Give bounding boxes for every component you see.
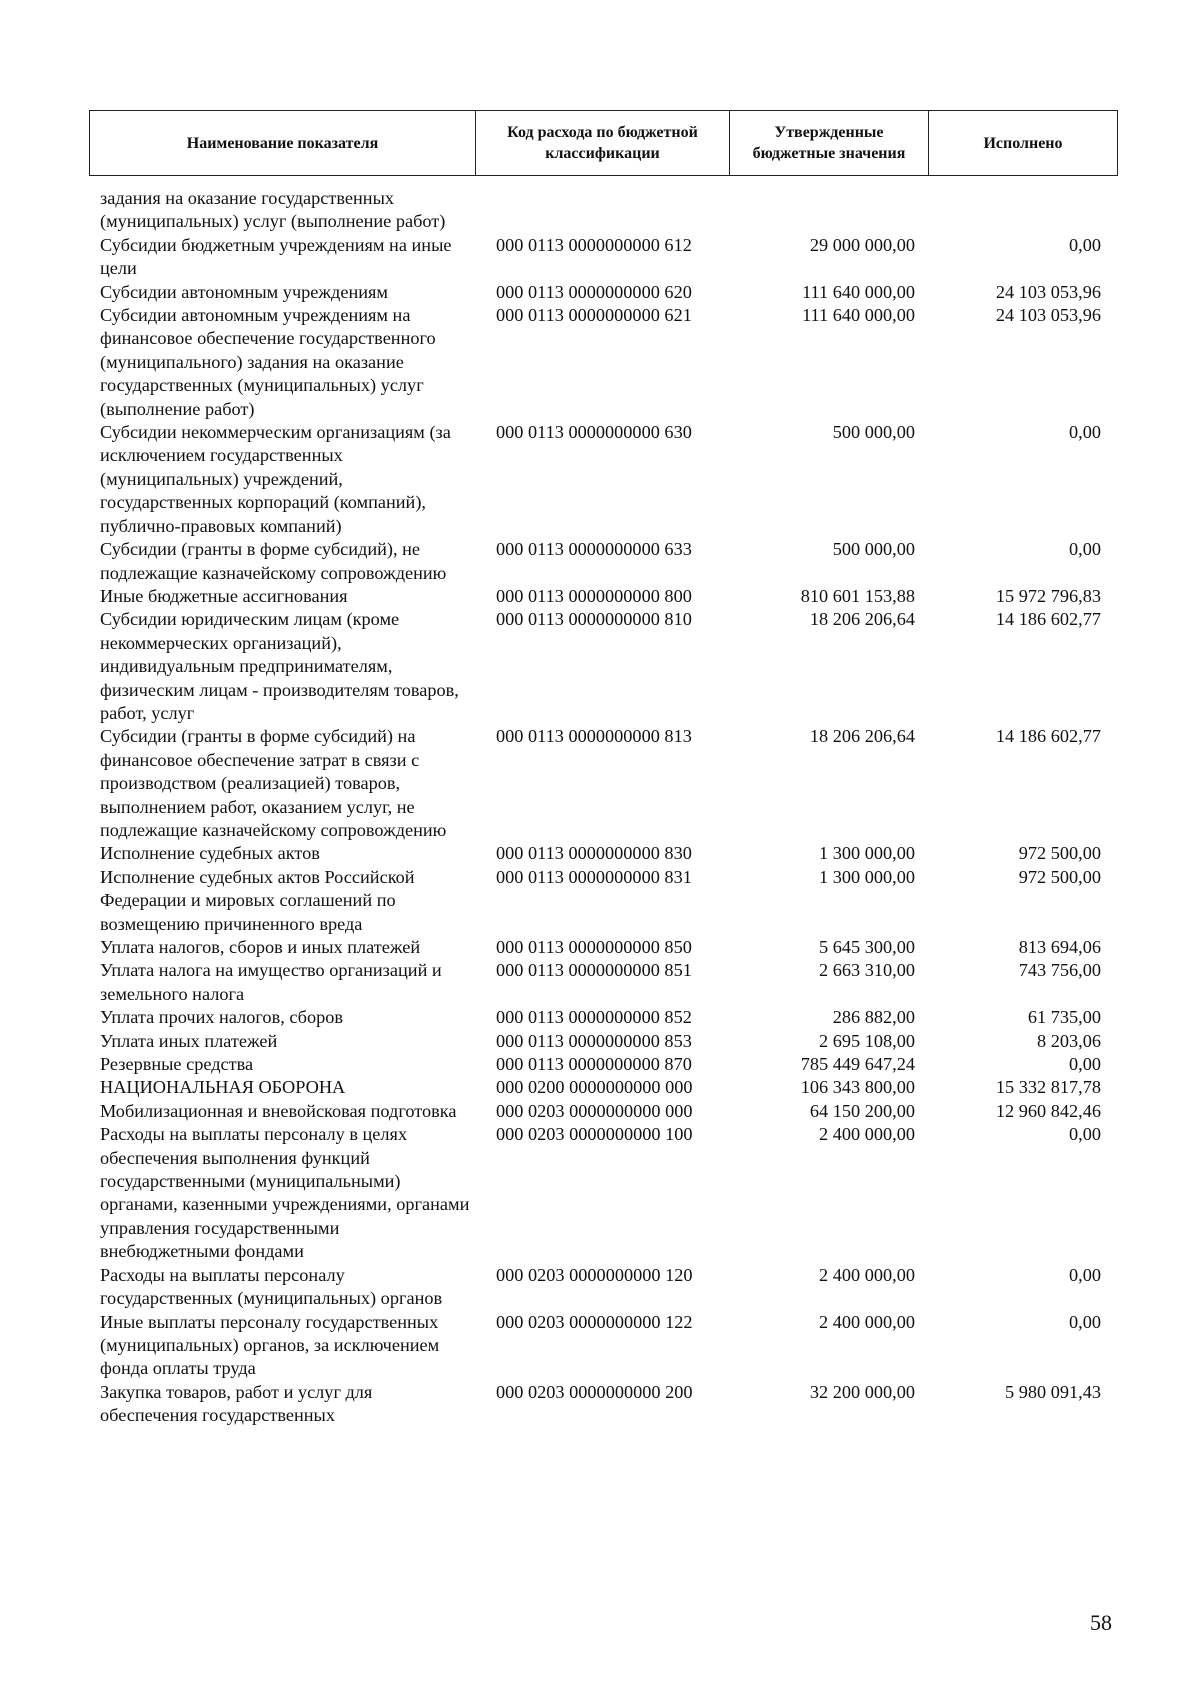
- row-code: 000 0203 0000000000 122: [496, 1311, 693, 1332]
- table-row: [100, 1053, 1115, 1076]
- row-executed-value: 0,00: [1069, 234, 1101, 255]
- table-row: [100, 304, 1115, 421]
- row-name: Иные бюджетные ассигнования: [100, 585, 348, 606]
- row-code: 000 0203 0000000000 120: [496, 1264, 693, 1285]
- row-executed-value: 972 500,00: [1018, 866, 1101, 887]
- row-code: 000 0113 0000000000 852: [496, 1007, 692, 1028]
- row-approved-value: 785 449 647,24: [800, 1054, 915, 1075]
- row-approved-value: 5 645 300,00: [819, 937, 915, 957]
- row-approved-value: 32 200 000,00: [809, 1381, 915, 1402]
- row-executed-value: 14 186 602,77: [995, 726, 1101, 747]
- row-name: Расходы на выплаты персоналу государственных (муниципальных) органов: [100, 1264, 443, 1309]
- table-row: [100, 1264, 1115, 1311]
- table-row: [100, 538, 1115, 585]
- row-executed-value: 15 332 817,78: [995, 1077, 1101, 1098]
- row-name: Уплата иных платежей: [100, 1030, 278, 1051]
- row-code: 000 0203 0000000000 000: [496, 1100, 693, 1121]
- row-code: 000 0203 0000000000 100: [496, 1124, 693, 1145]
- row-code: 000 0113 0000000000 850: [496, 937, 692, 957]
- row-name: задания на оказание государственных (муниципальных) услуг (выполнение работ): [100, 188, 446, 232]
- row-executed-value: 972 500,00: [1018, 843, 1101, 864]
- table-row: [100, 608, 1115, 725]
- header-indicator-name: Наименование показателя: [90, 111, 476, 176]
- row-approved-value: 111 640 000,00: [802, 281, 915, 302]
- row-executed-value: 24 103 053,96: [995, 305, 1101, 326]
- row-code: 000 0113 0000000000 853: [496, 1030, 692, 1051]
- row-code: 000 0113 0000000000 810: [496, 609, 692, 630]
- row-name: Закупка товаров, работ и услуг для обеспечения государственных: [100, 1381, 373, 1426]
- row-name: Субсидии бюджетным учреждениям на иные цели: [100, 234, 452, 279]
- table-header: [89, 110, 1118, 176]
- table-row: [100, 959, 1115, 1006]
- row-approved-value: 2 400 000,00: [819, 1311, 915, 1332]
- row-name: Субсидии некоммерческим организациям (за исключением государственных (муниципальных) учреждений, государственных корпораций (компаний), публично-правовых компаний): [100, 422, 451, 536]
- row-name: Субсидии автономным учреждениям на финансовое обеспечение государственного (муниципального) задания на оказание государственных (муниципальных) услуг (выполнение работ): [100, 305, 436, 419]
- header-approved-values: Утвержденные бюджетные значения: [730, 111, 929, 176]
- table-row: [100, 936, 1115, 959]
- row-code: 000 0113 0000000000 621: [496, 305, 692, 326]
- row-code: 000 0113 0000000000 870: [496, 1054, 692, 1075]
- table-row: [100, 725, 1115, 842]
- row-approved-value: 106 343 800,00: [800, 1077, 915, 1098]
- row-approved-value: 2 400 000,00: [819, 1124, 915, 1145]
- row-code: 000 0113 0000000000 633: [496, 539, 692, 560]
- row-name: Субсидии юридическим лицам (кроме некоммерческих организаций), индивидуальным предпринимателям, физическим лицам - производителям товаров, работ, услуг: [100, 609, 459, 723]
- table-row: [100, 585, 1115, 608]
- row-code: 000 0113 0000000000 831: [496, 866, 692, 887]
- row-approved-value: 2 695 108,00: [819, 1030, 915, 1051]
- row-approved-value: 2 663 310,00: [819, 960, 915, 981]
- row-name: Уплата налога на имущество организаций и земельного налога: [100, 960, 442, 1004]
- table-row: [100, 1100, 1115, 1123]
- row-name: Мобилизационная и вневойсковая подготовка: [100, 1100, 457, 1121]
- row-executed-value: 0,00: [1069, 1124, 1101, 1145]
- header-budget-code: Код расхода по бюджетной классификации: [476, 111, 730, 176]
- row-code: 000 0113 0000000000 630: [496, 422, 692, 443]
- row-name: Уплата прочих налогов, сборов: [100, 1007, 344, 1028]
- header-executed: Исполнено: [929, 111, 1118, 176]
- row-executed-value: 8 203,06: [1037, 1030, 1101, 1051]
- row-name: Субсидии автономным учреждениям: [100, 281, 388, 302]
- row-name: НАЦИОНАЛЬНАЯ ОБОРОНА: [100, 1077, 346, 1098]
- row-executed-value: 61 735,00: [1027, 1007, 1101, 1028]
- table-body: [100, 187, 1115, 1428]
- row-approved-value: 111 640 000,00: [802, 305, 915, 326]
- row-name: Субсидии (гранты в форме субсидий), не подлежащие казначейскому сопровождению: [100, 539, 447, 583]
- row-code: 000 0113 0000000000 851: [496, 960, 692, 981]
- row-name: Резервные средства: [100, 1054, 254, 1075]
- row-name: Субсидии (гранты в форме субсидий) на финансовое обеспечение затрат в связи с производством (реализацией) товаров, выполнением работ, оказанием услуг, не подлежащие казначейскому сопровождению: [100, 726, 447, 840]
- row-code: 000 0203 0000000000 200: [496, 1381, 693, 1402]
- table-row: [100, 842, 1115, 865]
- row-approved-value: 500 000,00: [832, 422, 915, 443]
- table-row: [100, 234, 1115, 281]
- row-code: 000 0113 0000000000 813: [496, 726, 692, 747]
- row-executed-value: 743 756,00: [1018, 960, 1101, 981]
- row-executed-value: 5 980 091,43: [1005, 1381, 1101, 1402]
- row-code: 000 0113 0000000000 612: [496, 234, 692, 255]
- row-approved-value: 64 150 200,00: [809, 1100, 915, 1121]
- table-row: [100, 1076, 1115, 1099]
- row-approved-value: 18 206 206,64: [809, 609, 915, 630]
- table-row: [100, 1006, 1115, 1029]
- row-executed-value: 24 103 053,96: [995, 281, 1101, 302]
- row-executed-value: 14 186 602,77: [995, 609, 1101, 630]
- row-executed-value: 0,00: [1069, 1054, 1101, 1075]
- row-executed-value: 0,00: [1069, 1264, 1101, 1285]
- row-executed-value: 0,00: [1069, 539, 1101, 560]
- row-approved-value: 29 000 000,00: [809, 234, 915, 255]
- table-row: [100, 281, 1115, 304]
- row-approved-value: 500 000,00: [832, 539, 915, 560]
- table-row: [100, 187, 1115, 234]
- row-executed-value: 0,00: [1069, 422, 1101, 443]
- row-approved-value: 810 601 153,88: [800, 585, 915, 606]
- row-name: Исполнение судебных актов: [100, 843, 320, 864]
- row-approved-value: 18 206 206,64: [809, 726, 915, 747]
- row-name: Исполнение судебных актов Российской Федерации и мировых соглашений по возмещению причиненного вреда: [100, 866, 415, 934]
- row-approved-value: 1 300 000,00: [819, 866, 915, 887]
- row-approved-value: 2 400 000,00: [819, 1264, 915, 1285]
- row-name: Уплата налогов, сборов и иных платежей: [100, 937, 421, 957]
- row-name: Расходы на выплаты персоналу в целях обеспечения выполнения функций государственными (муниципальными) органами, казенными учреждениями, органами управления государственными внебюджетными фондами: [100, 1124, 470, 1262]
- row-code: 000 0200 0000000000 000: [496, 1077, 693, 1098]
- table-row: [100, 1123, 1115, 1263]
- row-code: 000 0113 0000000000 830: [496, 843, 692, 864]
- table-row: [100, 1311, 1115, 1381]
- row-approved-value: 1 300 000,00: [819, 843, 915, 864]
- row-executed-value: 0,00: [1069, 1311, 1101, 1332]
- table-row: [100, 421, 1115, 538]
- row-executed-value: 15 972 796,83: [995, 585, 1101, 606]
- page-number: 58: [1090, 1610, 1112, 1635]
- row-executed-value: 12 960 842,46: [995, 1100, 1101, 1121]
- table-row: [100, 1030, 1115, 1053]
- table-row: [100, 866, 1115, 936]
- row-name: Иные выплаты персоналу государственных (муниципальных) органов, за исключением фонда оплаты труда: [100, 1311, 440, 1379]
- row-code: 000 0113 0000000000 800: [496, 585, 692, 606]
- row-code: 000 0113 0000000000 620: [496, 281, 692, 302]
- row-executed-value: 813 694,06: [1018, 937, 1101, 957]
- table-row: [100, 1381, 1115, 1428]
- row-approved-value: 286 882,00: [832, 1007, 915, 1028]
